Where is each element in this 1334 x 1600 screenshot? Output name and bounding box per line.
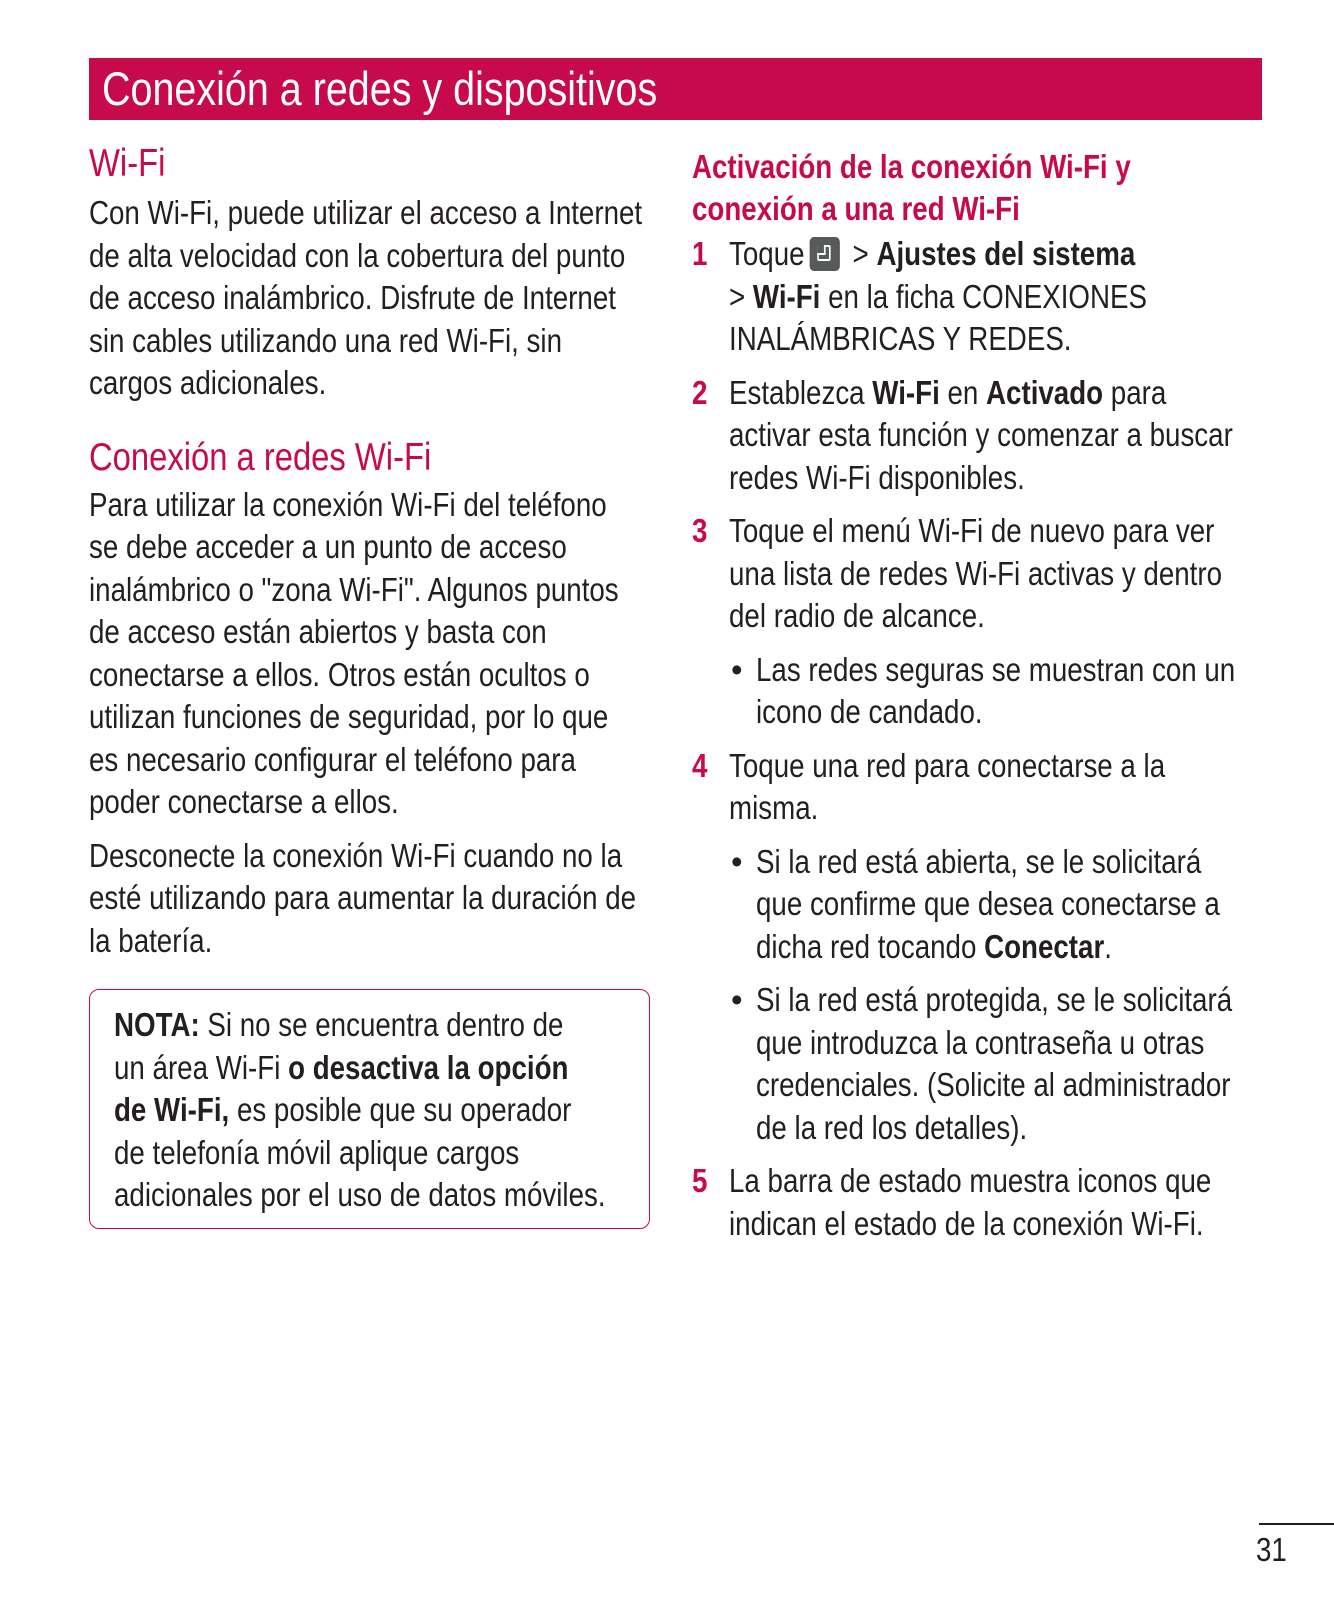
- bullet-dot: •: [731, 981, 743, 1018]
- bullet-line: Si la red está abierta, se le solicitará: [756, 842, 1202, 880]
- note-line: [114, 1047, 606, 1090]
- step-text: para: [1103, 373, 1167, 411]
- bullet-line: [756, 926, 1198, 969]
- connect-heading: Conexión a redes Wi-Fi: [89, 435, 432, 479]
- step-text: en: [939, 373, 987, 411]
- step-3: [692, 510, 1282, 638]
- wifi-heading: Wi-Fi: [89, 142, 166, 185]
- bullet-line: icono de candado.: [756, 693, 983, 730]
- note-bold-text: de Wi-Fi,: [114, 1091, 230, 1128]
- step-bold-text: Activado: [986, 373, 1104, 411]
- step-5: [692, 1160, 1282, 1245]
- note-bold-text: o desactiva la opción: [288, 1048, 569, 1086]
- page-number: 31: [1256, 1531, 1287, 1568]
- text-line: de acceso están abiertos y basta con: [89, 613, 547, 650]
- bullet-line: Si la red está protegida, se le solicitará: [756, 981, 1233, 1018]
- connect-paragraph-1: [89, 484, 649, 824]
- step-number: 1: [692, 235, 708, 272]
- bullet-line: que confirme que desea conectarse a: [756, 885, 1220, 922]
- bullet-bold-text: Conectar: [984, 927, 1105, 965]
- section-header-bar: [89, 58, 1262, 120]
- text-line: Con Wi-Fi, puede utilizar el acceso a Internet: [89, 194, 643, 231]
- step-number: 3: [692, 512, 708, 549]
- note-box: [89, 989, 650, 1229]
- text-line: utilizan funciones de seguridad, por lo que: [89, 698, 609, 735]
- note-content: [114, 1004, 699, 1217]
- text-line: es necesario configurar el teléfono para: [89, 740, 576, 778]
- step-line: indican el estado de la conexión Wi-Fi.: [729, 1204, 1204, 1242]
- note-line: [114, 1004, 606, 1047]
- step-line: del radio de alcance.: [729, 597, 985, 634]
- bullet-line: credenciales. (Solicite al administrador: [756, 1066, 1231, 1103]
- bullet-text: dicha red tocando: [756, 927, 985, 965]
- text-line: poder conectarse a ellos.: [89, 783, 399, 820]
- step-number: 4: [692, 746, 708, 784]
- text-line: de alta velocidad con la cobertura del punto: [89, 236, 626, 274]
- right-column: [692, 146, 1282, 1245]
- text-line: de acceso inalámbrico. Disfrute de Internet: [89, 279, 616, 316]
- note-text: Si no se encuentra dentro de: [199, 1006, 564, 1043]
- text-line: inalámbrico o "zona Wi-Fi". Algunos puntos: [89, 570, 619, 608]
- text-line: Para utilizar la conexión Wi-Fi del teléfono: [89, 485, 607, 523]
- note-line: de telefonía móvil aplique cargos: [114, 1133, 520, 1171]
- step-line: una lista de redes Wi-Fi activas y dentro: [729, 554, 1223, 592]
- step-line: INALÁMBRICAS Y REDES.: [729, 320, 1072, 357]
- bullet-item: [729, 649, 1282, 734]
- step-1: [692, 233, 1282, 361]
- bullet-dot: •: [731, 650, 743, 688]
- text-line: Desconecte la conexión Wi-Fi cuando no la: [89, 836, 623, 874]
- connect-paragraph-2: [89, 835, 649, 963]
- step-text: Establezca: [729, 373, 873, 411]
- step-number: 5: [692, 1162, 708, 1199]
- step-line: [729, 233, 1194, 276]
- bullet-line: de la red los detalles).: [756, 1108, 1028, 1146]
- step-line: Toque una red para conectarse a la: [729, 746, 1166, 784]
- text-line: esté utilizando para aumentar la duración de: [89, 879, 637, 916]
- step-line: Toque el menú Wi-Fi de nuevo para ver: [729, 512, 1215, 549]
- step-bold-text: Wi-Fi: [752, 277, 821, 315]
- note-line: [114, 1089, 606, 1132]
- step-line: activar esta función y comenzar a buscar: [729, 416, 1233, 453]
- step-line: La barra de estado muestra iconos que: [729, 1162, 1212, 1199]
- footer-rule: [1259, 1523, 1334, 1525]
- page-title: Conexión a redes y dispositivos: [102, 62, 658, 115]
- bullet-line: Las redes seguras se muestran con un: [756, 650, 1236, 688]
- step-line: [729, 276, 1194, 319]
- step-text: en la ficha CONEXIONES: [820, 277, 1148, 315]
- step-line: misma.: [729, 789, 819, 826]
- left-column: [89, 142, 649, 962]
- step-2: [692, 372, 1282, 500]
- note-text: es posible que su operador: [229, 1091, 572, 1128]
- bullet-line: que introduzca la contraseña u otras: [756, 1023, 1205, 1061]
- text-line: se debe acceder a un punto de acceso: [89, 528, 567, 565]
- step-number: 2: [692, 373, 708, 411]
- step-text: >: [844, 235, 877, 272]
- bullet-item: [729, 841, 1282, 969]
- text-line: conectarse a ellos. Otros están ocultos o: [89, 655, 590, 693]
- note-label: NOTA:: [114, 1006, 200, 1043]
- step-4: [692, 745, 1282, 830]
- text-line: sin cables utilizando una red Wi-Fi, sin: [89, 321, 562, 359]
- activation-heading-line: Activación de la conexión Wi-Fi y: [692, 148, 1131, 185]
- bullet-item: [729, 979, 1282, 1149]
- activation-heading-line: conexión a una red Wi-Fi: [692, 190, 1020, 227]
- step-bold-text: Ajustes del sistema: [876, 235, 1136, 272]
- step-bold-text: Wi-Fi: [872, 373, 940, 411]
- note-text: un área Wi-Fi: [114, 1048, 289, 1086]
- text-line: la batería.: [89, 921, 213, 959]
- apps-icon: [810, 237, 840, 271]
- step-text: Toque: [729, 235, 805, 272]
- bullet-text: .: [1104, 927, 1112, 965]
- note-line: adicionales por el uso de datos móviles.: [114, 1176, 606, 1213]
- step-line: redes Wi-Fi disponibles.: [729, 458, 1025, 496]
- wifi-intro-paragraph: [89, 192, 649, 405]
- bullet-dot: •: [731, 842, 743, 880]
- text-line: cargos adicionales.: [89, 364, 327, 401]
- step-text: >: [729, 277, 753, 315]
- step-line: [729, 372, 1194, 415]
